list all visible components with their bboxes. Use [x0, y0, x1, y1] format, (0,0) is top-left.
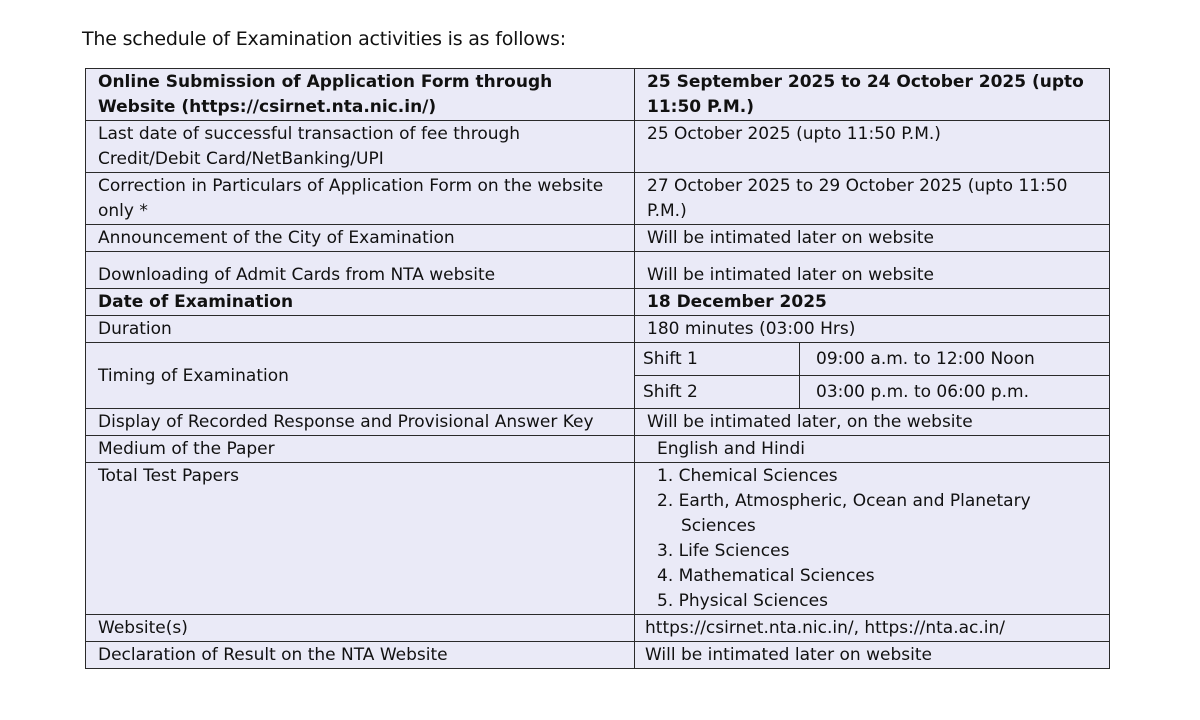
shift-time: 09:00 a.m. to 12:00 Noon — [800, 343, 1110, 376]
schedule-cell: Will be intimated later on website — [635, 642, 1110, 669]
table-row — [86, 463, 1110, 615]
shift-label: Shift 1 — [635, 343, 800, 376]
papers-list — [647, 464, 1103, 614]
schedule-table — [85, 68, 1110, 669]
table-row — [86, 409, 1110, 436]
shift-table — [635, 343, 1109, 408]
activity-cell: Correction in Particulars of Application Form on the website only * — [86, 173, 635, 225]
table-row — [86, 121, 1110, 173]
schedule-cell: English and Hindi — [635, 436, 1110, 463]
table-row — [86, 436, 1110, 463]
list-item: 2. Earth, Atmospheric, Ocean and Planetary Sciences — [657, 491, 1031, 536]
activity-cell: Announcement of the City of Examination — [86, 225, 635, 252]
activity-cell: Downloading of Admit Cards from NTA website — [86, 252, 635, 289]
shift-time: 03:00 p.m. to 06:00 p.m. — [816, 382, 1029, 402]
activity-cell: Last date of successful transaction of fee through Credit/Debit Card/NetBanking/UPI — [86, 121, 635, 173]
table-row — [86, 343, 1110, 409]
timing-cell — [635, 343, 1110, 409]
schedule-cell: Will be intimated later, on the website — [635, 409, 1110, 436]
shift-row — [635, 376, 1109, 409]
shift-row — [635, 343, 1109, 376]
activity-cell: Website(s) — [86, 615, 635, 642]
list-item: 5. Physical Sciences — [657, 591, 828, 611]
activity-cell: Duration — [86, 316, 635, 343]
shift-label: Shift 2 — [635, 376, 800, 409]
activity-cell: Total Test Papers — [86, 463, 635, 615]
schedule-cell: 25 September 2025 to 24 October 2025 (upto 11:50 P.M.) — [635, 69, 1110, 121]
papers-cell — [635, 463, 1110, 615]
schedule-cell: Will be intimated later on website — [635, 252, 1110, 289]
list-item: 3. Life Sciences — [657, 541, 790, 561]
schedule-cell: 180 minutes (03:00 Hrs) — [635, 316, 1110, 343]
activity-cell: Online Submission of Application Form through Website (https://csirnet.nta.nic.in/) — [86, 69, 635, 121]
activity-cell: Timing of Examination — [86, 343, 635, 409]
page-heading: The schedule of Examination activities is as follows: — [82, 28, 566, 50]
schedule-cell: 18 December 2025 — [635, 289, 1110, 316]
table-row — [86, 225, 1110, 252]
schedule-cell: 25 October 2025 (upto 11:50 P.M.) — [635, 121, 1110, 173]
schedule-cell: Will be intimated later on website — [635, 225, 1110, 252]
activity-cell: Medium of the Paper — [86, 436, 635, 463]
activity-cell: Display of Recorded Response and Provisional Answer Key — [86, 409, 635, 436]
table-row — [86, 252, 1110, 289]
table-row — [86, 615, 1110, 642]
activity-cell: Date of Examination — [86, 289, 635, 316]
table-row — [86, 289, 1110, 316]
list-item: 4. Mathematical Sciences — [657, 566, 875, 586]
table-row — [86, 316, 1110, 343]
table-row — [86, 69, 1110, 121]
table-row — [86, 173, 1110, 225]
schedule-cell: 27 October 2025 to 29 October 2025 (upto 11:50 P.M.) — [635, 173, 1110, 225]
table-row — [86, 642, 1110, 669]
website-links[interactable]: https://csirnet.nta.nic.in/, https://nta.ac.in/ — [635, 615, 1110, 642]
list-item: 1. Chemical Sciences — [657, 466, 838, 486]
activity-cell: Declaration of Result on the NTA Website — [86, 642, 635, 669]
